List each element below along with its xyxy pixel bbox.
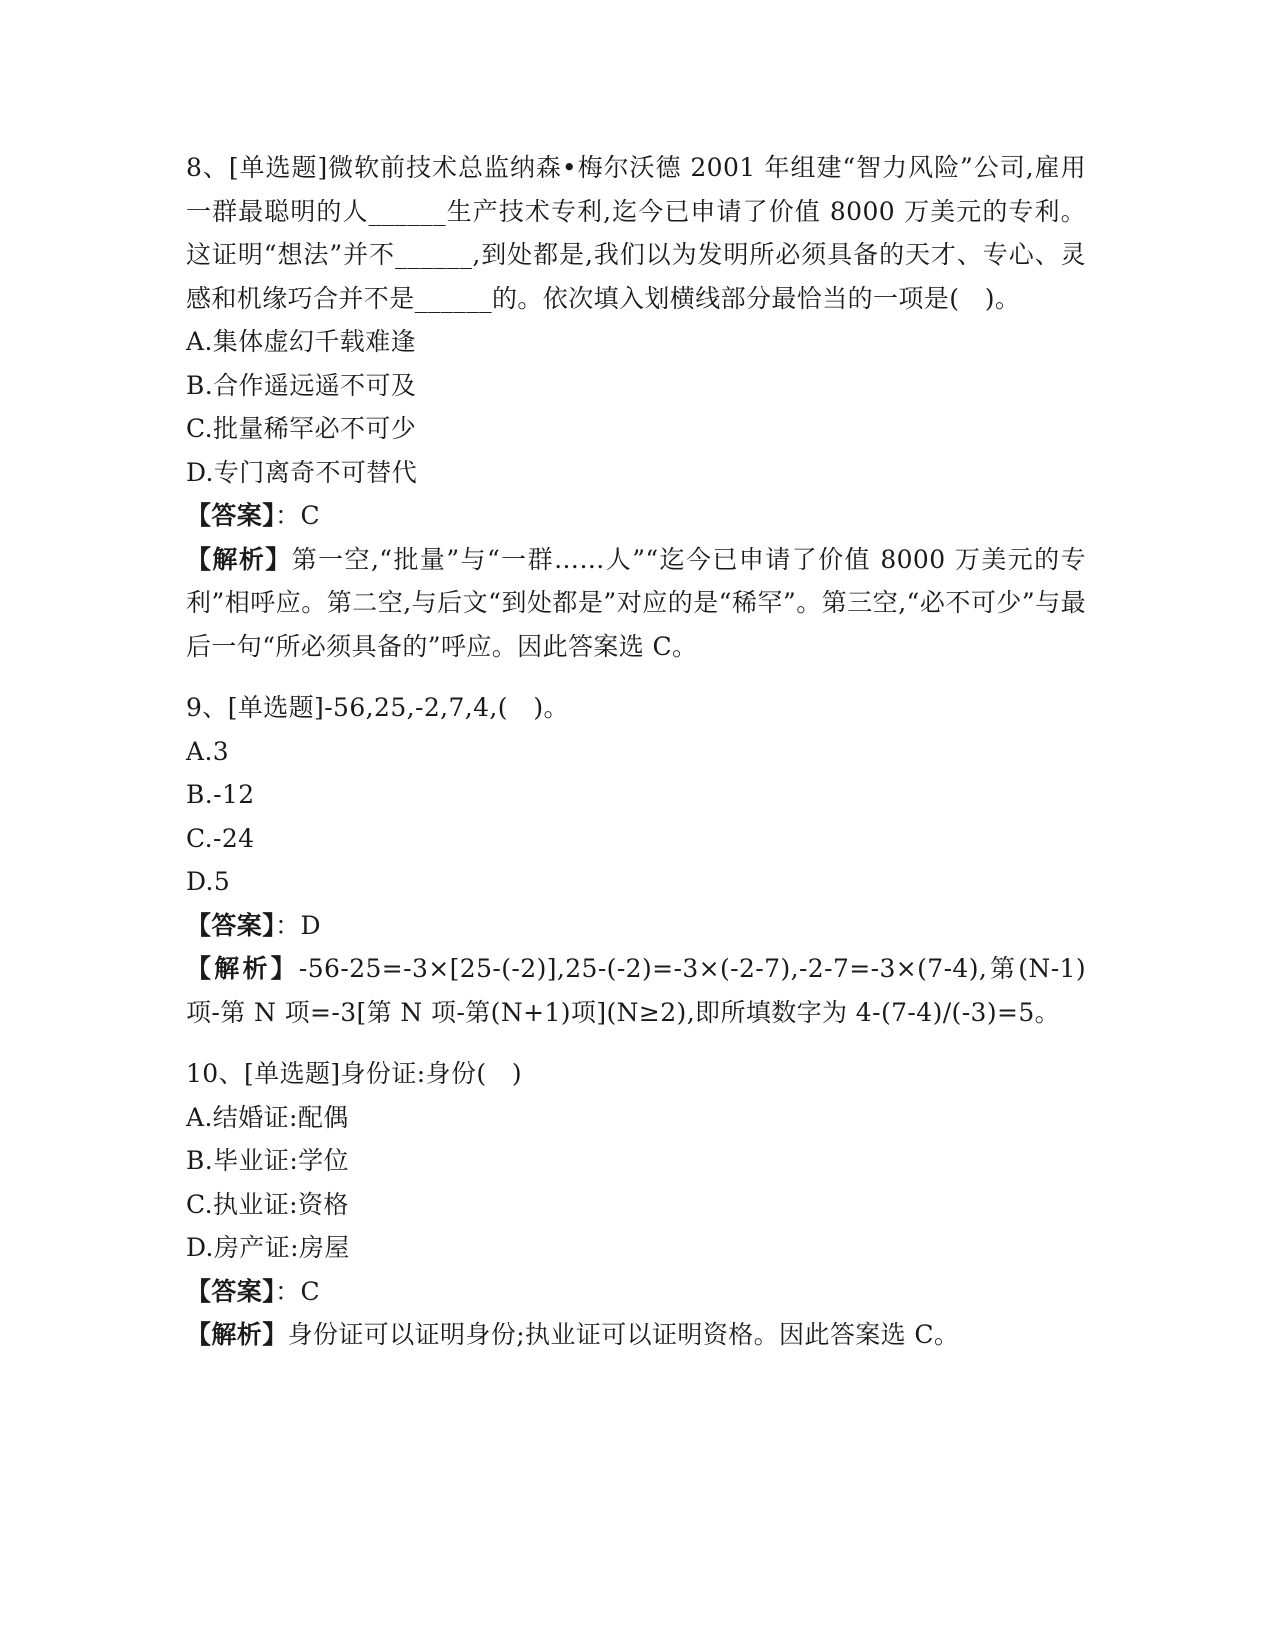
analysis-label: 【解析】: [186, 544, 292, 574]
option-b: B.合作遥远遥不可及: [186, 370, 417, 400]
option-c: C.-24: [186, 823, 255, 853]
option-d: D.房产证:房屋: [186, 1233, 350, 1262]
analysis-line: [186, 947, 1086, 1034]
question-stem: 10、[单选题]身份证:身份( ): [186, 1059, 523, 1088]
option-d: D.专门离奇不可替代: [186, 457, 418, 487]
option-b: B.毕业证:学位: [186, 1146, 349, 1175]
analysis-text: -56-25=-3×[25-(-2)],25-(-2)=-3×(-2-7),-2-7=-3×(7-4),第(N-1)项-第 N 项=-3[第 N 项-第(N+1)项](N≥2),即所填数字为 4-(7-4)/(-3)=5。: [186, 954, 1086, 1027]
answer-label: 【答案】: [186, 1276, 276, 1306]
analysis-text: 身份证可以证明身份;执业证可以证明资格。因此答案选 C。: [287, 1320, 960, 1349]
analysis-line: [186, 538, 1086, 669]
option-a: A.3: [186, 736, 230, 766]
question-stem: 8、[单选题]微软前技术总监纳森•梅尔沃德 2001 年组建“智力风险”公司,雇用一群最聪明的人______生产技术专利,迄今已申请了价值 8000 万美元的专利。这证明“想法”并不______,到处都是,我们以为发明所必须具备的天才、专心、灵感和机缘巧合并不是______的。依次填入划横线部分最恰当的一项是( )。: [186, 153, 1086, 313]
answer-line: [186, 1270, 1086, 1314]
answer-line: [186, 494, 1086, 538]
answer-value: ：C: [275, 1276, 321, 1306]
option-c: C.执业证:资格: [186, 1189, 349, 1219]
answer-label: 【答案】: [186, 910, 276, 940]
document-page: [186, 146, 1086, 1357]
answer-value: ：C: [275, 501, 321, 530]
option-a: A.集体虚幻千载难逢: [186, 327, 417, 356]
analysis-text: 第一空,“批量”与“一群……人”“迄今已申请了价值 8000 万美元的专利”相呼应。第二空,与后文“到处都是”对应的是“稀罕”。第三空,“必不可少”与最后一句“所必须具备的”呼应。因此答案选 C。: [186, 544, 1086, 661]
analysis-line: [186, 1313, 1086, 1357]
option-c: C.批量稀罕必不可少: [186, 414, 417, 443]
answer-value: ：D: [275, 910, 321, 940]
answer-line: [186, 904, 1086, 948]
question-10: [186, 1052, 1086, 1357]
question-9: [186, 686, 1086, 1034]
option-d: D.5: [186, 867, 231, 896]
analysis-label: 【解析】: [186, 954, 299, 983]
option-b: B.-12: [186, 780, 255, 809]
option-a: A.结婚证:配偶: [186, 1102, 349, 1132]
answer-label: 【答案】: [186, 501, 276, 530]
analysis-label: 【解析】: [186, 1320, 288, 1349]
question-8: [186, 146, 1086, 668]
question-stem: 9、[单选题]-56,25,-2,7,4,( )。: [186, 693, 569, 722]
